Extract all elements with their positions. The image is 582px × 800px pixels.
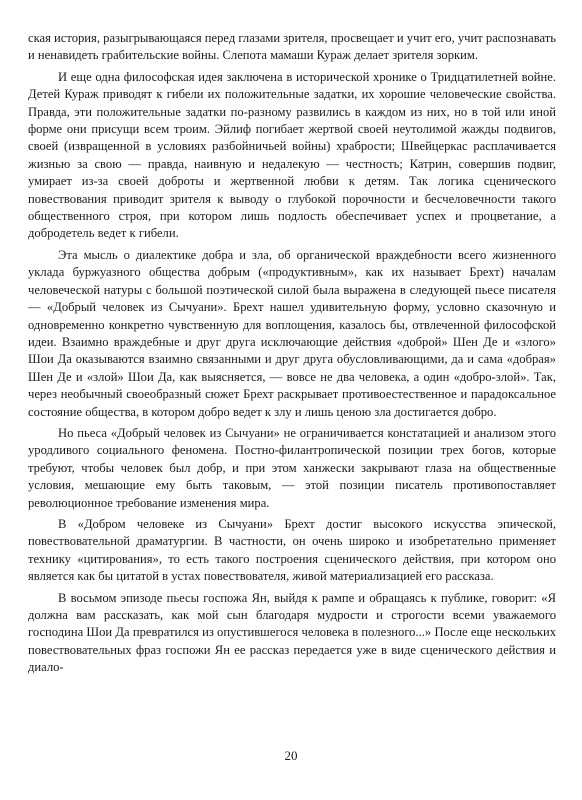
page-number: 20 xyxy=(284,748,298,763)
paragraph-6: В восьмом эпизоде пьесы госпожа Ян, выйдя к рампе и обращаясь к публике, говорит: «Я должна вам рассказать, как мой сын благодаря мудрости и строгости всеми уважаемого господина Шои Да превратился из опустившегося человека в полезного...» После еще нескольких повествовательных фраз госпожи Ян ее рассказ передается уже в виде сценического действия и диало- xyxy=(28,590,556,675)
paragraph-3: Эта мысль о диалектике добра и зла, об органической враждебности всего жизненного уклада буржуазного общества добрым («продуктивным», как их называет Брехт) началам человеческой натуры с большой поэтической силой была выражена в следующей пьесе писателя — «Добрый человек из Сычуани». Брехт нашел удивительную форму, условно сказочную и одновременно конкретно чувственную для воплощения, казалось бы, отвлеченной философской идеи. Взаимно враждебные и друг друга исключающие действия «доброй» Шен Де и «злого» Шои Да оказываются взаимно связанными и друг друга обусловливающими, да и сама «добрая» Шен Де и «злой» Шои Да, как выясняется, — вовсе не два человека, а один «добро-злой». Так, через необычный своеобразный сюжет Брехт раскрывает противоестественное и парадоксальное состояние общества, в котором добро ведет к злу и лишь ценою зла достигается добро. xyxy=(28,247,556,419)
paragraph-1: ская история, разыгрывающаяся перед глазами зрителя, просвещает и учит его, учит распознавать и ненавидеть грабительские войны. Слепота мамаши Кураж делает зрителя зорким. xyxy=(28,31,556,63)
paragraph-5: В «Добром человеке из Сычуани» Брехт достиг высокого искусства эпической, повествовательной драматургии. В частности, он очень широко и изобретательно применяет технику «цитирования», то есть такого построения сценического действия, при котором оно является как бы цитатой в устах повествователя, живой материализацией его рассказа. xyxy=(28,516,556,584)
paragraph-4: Но пьеса «Добрый человек из Сычуани» не ограничивается констатацией и анализом этого уродливого социального феномена. Постно-филантропической позиции трех богов, которые требуют, чтобы человек был добр, и при этом ханжески закрывают глаза на общественные условия, мешающие ему быть таковым, — этой позиции писатель противопоставляет революционное требование изменения мира. xyxy=(28,425,556,510)
page-body xyxy=(28,30,556,681)
paragraph-2: И еще одна философская идея заключена в исторической хронике о Тридцатилетней войне. Детей Кураж приводят к гибели их положительные задатки, их хорошие человеческие свойства. Правда, эти положительные задатки по-разному развились в каждом из них, но в той или иной форме они присущи всем троим. Эйлиф погибает жертвой своей неутолимой жажды подвигов, своей (извращенной в условиях разбойничьей войны) храбрости; Швейцеркас расплачивается жизнью за свою — правда, наивную и недалекую — честность; Катрин, совершив подвиг, умирает из-за своей доброты и жертвенной любви к детям. Так логика сценического повествования приводит зрителя к выводу о глубокой порочности и бесчеловечности такого общественного строя, при котором лишь подлость обеспечивает успех и процветание, а добродетель ведет к гибели. xyxy=(28,69,556,241)
